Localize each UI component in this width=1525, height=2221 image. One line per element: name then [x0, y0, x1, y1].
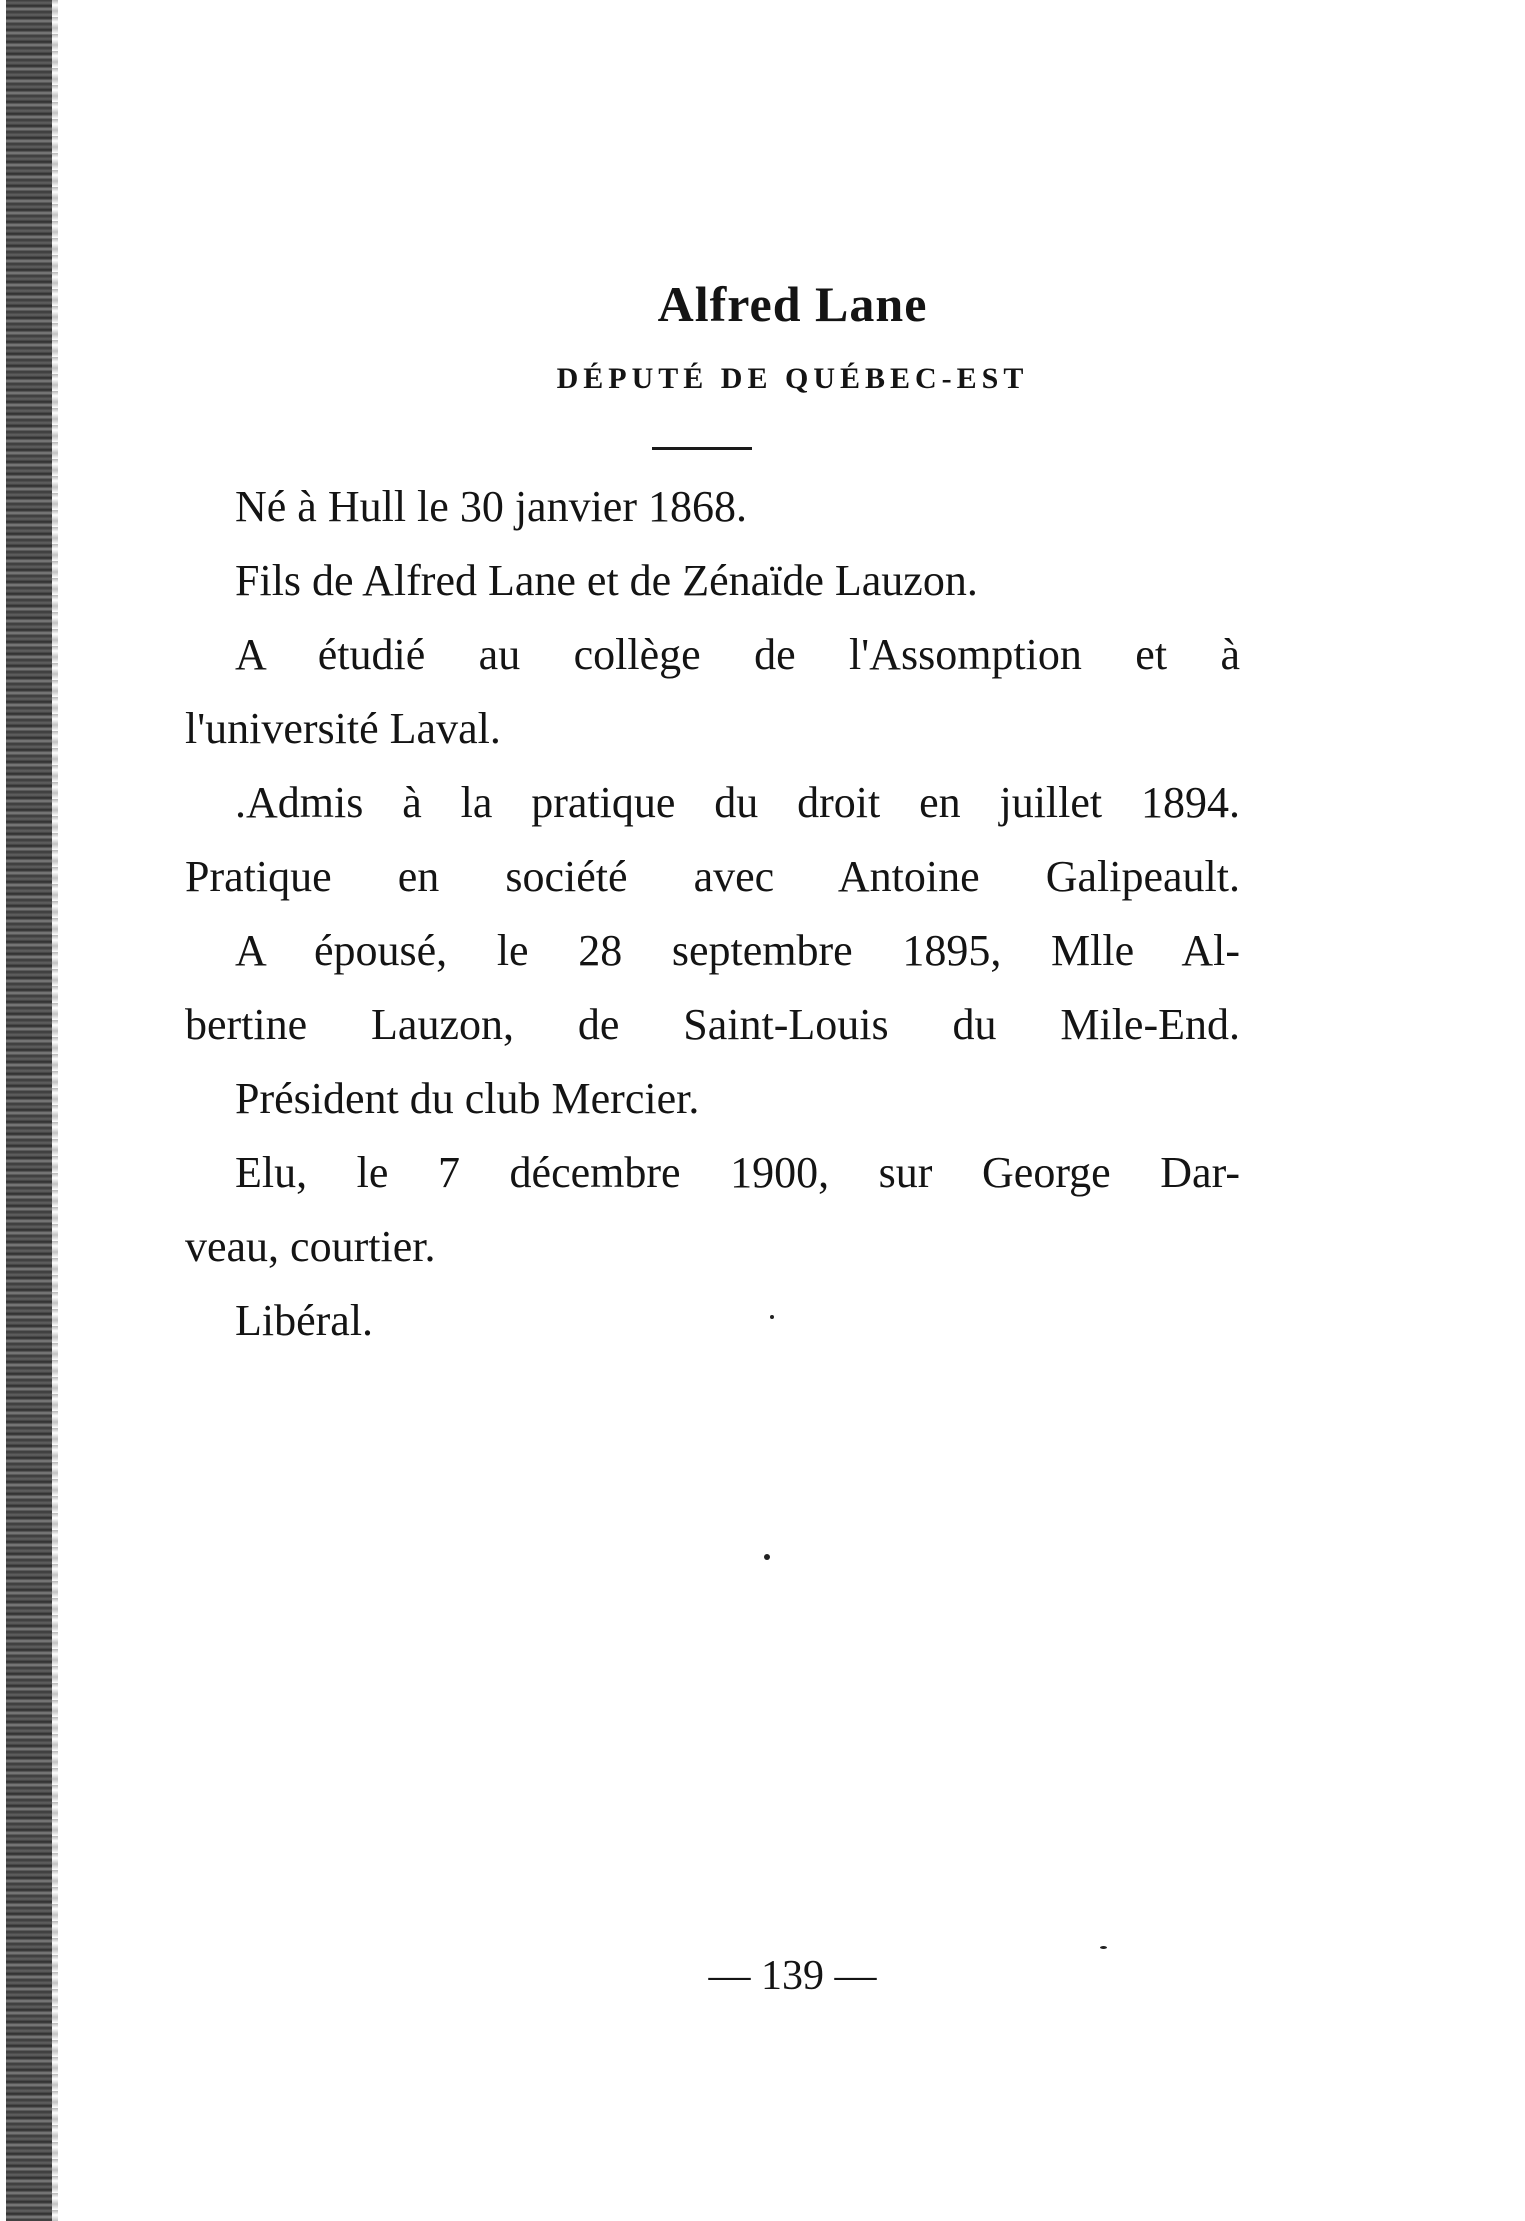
bio-line: A étudié au collège de l'Assomption et à: [235, 630, 1240, 679]
page-title: Alfred Lane: [657, 276, 928, 332]
bio-line: bertine Lauzon, de Saint-Louis du Mile-End.: [185, 1000, 1240, 1049]
ink-speck: [1100, 1946, 1107, 1949]
bio-line: l'université Laval.: [185, 704, 501, 753]
bio-line: Né à Hull le 30 janvier 1868.: [235, 482, 747, 531]
page-number: — 139 —: [708, 1953, 877, 1999]
bio-line: Fils de Alfred Lane et de Zénaïde Lauzon.: [235, 556, 978, 605]
bio-line: A épousé, le 28 septembre 1895, Mlle Al-: [235, 926, 1240, 975]
bio-line: Libéral.: [235, 1296, 374, 1345]
ink-speck: [770, 1315, 774, 1319]
title-divider: [652, 447, 752, 450]
bio-line: Président du club Mercier.: [235, 1074, 700, 1123]
page-subtitle: DÉPUTÉ DE QUÉBEC-EST: [556, 362, 1029, 395]
bio-line: Pratique en société avec Antoine Galipeault.: [185, 852, 1240, 901]
biography-text: [185, 470, 1240, 1358]
binding-shadow: [52, 0, 58, 2221]
ink-speck: [764, 1554, 770, 1560]
bio-line: .Admis à la pratique du droit en juillet 1894.: [235, 778, 1240, 827]
bio-line: Elu, le 7 décembre 1900, sur George Dar-: [235, 1148, 1240, 1197]
bio-line: veau, courtier.: [185, 1222, 436, 1271]
book-binding-edge: [6, 0, 52, 2221]
